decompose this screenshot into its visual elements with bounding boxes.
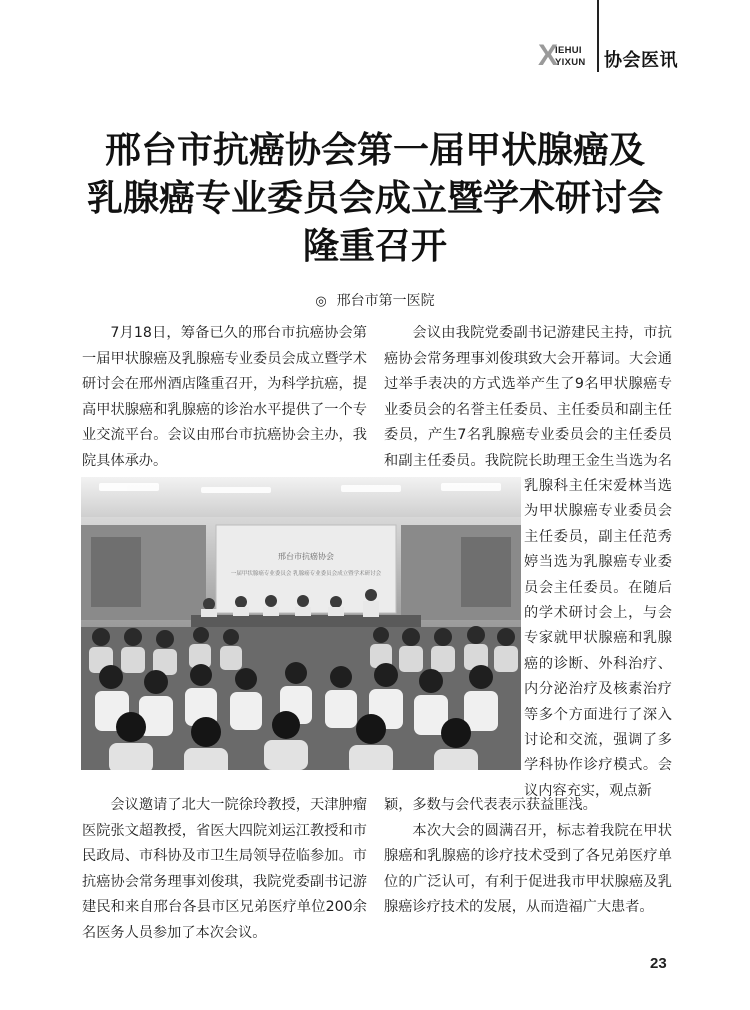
section-title: 协会医讯: [604, 50, 678, 71]
paragraph-1: 7月18日，筹备已久的邢台市抗癌协会第一届甲状腺癌及乳腺癌专业委员会成立暨学术研讨会在邢州酒店隆重召开，为科学抗癌，提高甲状腺癌和乳腺癌的诊治水平提供了一个专业交流平台。会议由邢台市抗癌协会主办，我院具体承办。: [82, 325, 367, 469]
section-logo: [538, 41, 594, 71]
logo-letter: X: [538, 39, 559, 72]
author-bullet: ◎: [315, 294, 327, 309]
paragraph-3-wrap: 乳腺科主任宋爱林当选为甲状腺癌专业委员会主任委员，副主任范秀婷当选为乳腺癌专业委员会主任委员。在随后的学术研讨会上，与会专家就甲状腺癌和乳腺癌的诊断、外科治疗、内分泌治疗及核素治疗等多个方面进行了深入讨论和交流，强调了多学科协作诊疗模式。会议内容充实，观点新: [524, 478, 672, 799]
right-column-bottom: [384, 793, 672, 921]
conference-photo-illustration: [81, 477, 521, 770]
screen-banner-line-1: 邢台市抗癌协会: [278, 552, 334, 561]
title-line-1: 邢台市抗癌协会第一届甲状腺癌及: [104, 129, 645, 171]
left-column-top: [82, 321, 367, 474]
right-column-wrap: [524, 474, 672, 804]
header-divider: [597, 0, 599, 72]
paragraph-2: 会议邀请了北大一院徐玲教授，天津肿瘤医院张文超教授，省医大四院刘运江教授和市民政局、市科协及市卫生局领导莅临参加。市抗癌协会常务理事刘俊琪，我院党委副书记游建民和来自邢台各县市区兄弟医疗单位200余名医务人员参加了本次会议。: [82, 797, 367, 941]
screen-banner-line-2: 一届甲状腺癌专业委员会 乳腺癌专业委员会成立暨学术研讨会: [230, 571, 382, 577]
title-line-2: 乳腺癌专业委员会成立暨学术研讨会: [86, 177, 663, 219]
paragraph-3: 会议由我院党委副书记游建民主持，市抗癌协会常务理事刘俊琪致大会开幕词。大会通过举手表决的方式选举产生了9名甲状腺癌专业委员会的名誉主任委员、主任委员和副主任委员，产生7名乳腺癌专业委员会的主任委员和副主任委员。我院院长助理王金生当选为名: [384, 325, 672, 469]
article-author: [0, 290, 750, 310]
logo-line-1: IEHUI: [555, 45, 582, 56]
right-column-top: [384, 321, 672, 500]
logo-line-2: YIXUN: [555, 57, 586, 68]
conference-photo: [81, 477, 521, 770]
paragraph-3-end: 颖，多数与会代表表示获益匪浅。: [384, 797, 597, 813]
article-title: [40, 126, 710, 270]
page-number: 23: [650, 955, 667, 972]
podium-table: [191, 615, 421, 627]
left-column-bottom: [82, 793, 367, 946]
paragraph-4: 本次大会的圆满召开，标志着我院在甲状腺癌和乳腺癌的诊疗技术受到了各兄弟医疗单位的广泛认可，有利于促进我市甲状腺癌及乳腺癌诊疗技术的发展，从而造福广大患者。: [384, 822, 672, 915]
author-name: 邢台市第一医院: [336, 293, 435, 309]
title-line-3: 隆重召开: [302, 225, 447, 267]
